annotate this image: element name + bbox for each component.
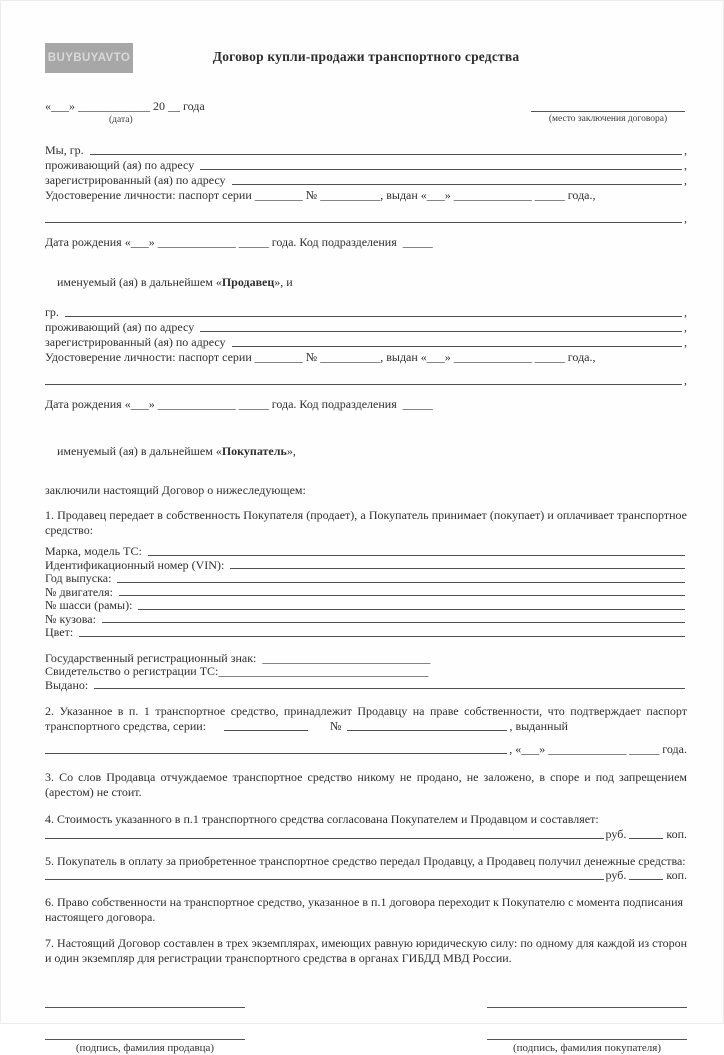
make-model-line (45, 545, 687, 559)
seller-registered-label: зарегистрированный (ая) по адресу (45, 173, 226, 187)
registration-block (45, 652, 687, 693)
blank-line (232, 346, 682, 347)
buyer-signature-line-1 (487, 1007, 687, 1008)
payment-amount-line (45, 868, 687, 883)
blank-line (94, 688, 685, 689)
caption-post: », (286, 444, 296, 458)
blank-line (230, 568, 685, 569)
signatures-section (45, 1007, 687, 1055)
trailing-comma: , (684, 320, 687, 334)
seller-caption-line (45, 260, 687, 305)
plate-line: Государственный регистрационный знак: ____________________________ (45, 650, 431, 665)
clause-4-text: 4. Стоимость указанного в п.1 транспортного средства согласована Покупателем и Продавцом и составляет: (45, 812, 599, 826)
blank-line (45, 879, 604, 880)
blank-line (224, 730, 308, 731)
seller-residing-line (45, 158, 687, 173)
pts-series-label: транспортного средства, серии: (45, 719, 206, 733)
buyer-caption-line (45, 429, 687, 474)
buyer-birthdate-line: Дата рождения «___» _____________ _____ года. Код подразделения _____ (45, 397, 433, 411)
body-number-label: № кузова: (45, 611, 96, 626)
document-title: Договор купли-продажи транспортного средства (212, 49, 520, 64)
clause-2 (45, 704, 687, 757)
document-header (45, 41, 687, 75)
blank-line (119, 595, 685, 596)
clause-6: 6. Право собственности на транспортное средство, указанное в п.1 договора переходит к Покупателю с момента подписания настоящего договора. (45, 895, 684, 924)
blank-line (629, 838, 663, 839)
seller-signature-caption: (подпись, фамилия продавца) (75, 1042, 215, 1054)
buyer-signature-line-2 (487, 1039, 687, 1040)
caption-pre: именуемый (ая) в дальнейшем « (57, 275, 222, 289)
conclusion-line: заключили настоящий Договор о нижеследующем: (45, 483, 306, 497)
engine-number-line (45, 586, 687, 600)
pts-issue-date-line (45, 742, 687, 757)
blank-line (200, 169, 682, 170)
buyer-passport-issuer-line (45, 373, 687, 388)
seller-signature-line-2 (45, 1039, 245, 1040)
place-blank-line (531, 99, 685, 112)
clause-4 (45, 812, 687, 842)
buyer-registered-line (45, 335, 687, 350)
date-blank-line: «___» ____________ 20 __ года (45, 99, 205, 113)
chassis-number-line (45, 599, 687, 613)
seller-birthdate-line: Дата рождения «___» _____________ _____ года. Код подразделения _____ (45, 235, 433, 249)
kop-label: коп. (666, 826, 687, 841)
trailing-comma: , (684, 158, 687, 172)
issued-by-line (45, 679, 687, 693)
seller-registered-line (45, 173, 687, 188)
blank-line (117, 582, 685, 583)
blank-line (65, 316, 682, 317)
seller-passport-line: Удостоверение личности: паспорт серии ________ № __________, выдан «___» _____________ _____ года., (45, 188, 596, 202)
blank-line (148, 555, 685, 556)
blank-line (90, 154, 682, 155)
buyer-name-line (45, 305, 687, 320)
blank-line (45, 384, 682, 385)
seller-name-line (45, 143, 687, 158)
place-caption: (место заключения договора) (548, 114, 668, 124)
caption-pre: именуемый (ая) в дальнейшем « (57, 444, 222, 458)
pts-issued-label: , выданный (509, 719, 568, 733)
place-area (529, 99, 687, 127)
chassis-number-label: № шасси (рамы): (45, 598, 133, 612)
clause-1: 1. Продавец передает в собственность Покупателя (продает), а Покупатель принимает (покупает) и оплачивает транспортное средство: (45, 508, 687, 537)
color-line (45, 626, 687, 640)
vin-line (45, 559, 687, 573)
make-model-label: Марка, модель ТС: (45, 544, 142, 558)
seller-block (45, 143, 687, 250)
pts-issue-date-tail: , «___» _____________ _____ года. (509, 742, 687, 756)
vehicle-fields (45, 545, 687, 640)
clause-5-text: 5. Покупатель в оплату за приобретенное транспортное средство передал Продавцу, а Продавец получил денежные средства: (45, 853, 686, 868)
year-label: Год выпуска: (45, 571, 112, 585)
clause-5 (45, 854, 687, 884)
seller-passport-issuer-line (45, 211, 687, 226)
buyer-signature-caption: (подпись, фамилия покупателя) (512, 1042, 661, 1054)
buyer-term: Покупатель (221, 444, 287, 458)
blank-line (347, 730, 507, 731)
buyer-name-label: гр. (45, 305, 59, 319)
seller-signature-line-1 (45, 1007, 245, 1008)
buyer-registered-label: зарегистрированный (ая) по адресу (45, 335, 226, 349)
logo-text: BUYBUYAVTO (47, 52, 131, 64)
pts-series-line (45, 719, 687, 734)
trailing-comma: , (684, 335, 687, 349)
seller-residing-label: проживающий (ая) по адресу (45, 158, 195, 172)
price-amount-line (45, 827, 687, 842)
clause-2-line-1: 2. Указанное в п. 1 транспортное средство, принадлежит Продавцу на праве собственности, что подтверждает паспорт (45, 704, 687, 718)
blank-line (45, 753, 507, 754)
vin-label: Идентификационный номер (VIN): (45, 557, 225, 572)
date-area (45, 99, 205, 127)
blank-line (232, 184, 682, 185)
buyer-residing-label: проживающий (ая) по адресу (45, 320, 195, 334)
seller-signature-area (45, 1007, 245, 1055)
blank-line (138, 609, 685, 610)
trailing-comma: , (684, 305, 687, 319)
engine-number-label: № двигателя: (45, 584, 113, 599)
trailing-comma: , (684, 373, 687, 387)
blank-line (45, 838, 604, 839)
blank-line (79, 636, 685, 637)
date-caption: (дата) (109, 115, 133, 125)
body-number-line (45, 613, 687, 627)
rub-label: руб. (605, 868, 627, 882)
issued-by-label: Выдано: (45, 677, 89, 692)
buybuyavto-logo (45, 43, 133, 73)
rub-label: руб. (605, 826, 627, 841)
buyer-passport-line: Удостоверение личности: паспорт серии ________ № __________, выдан «___» _____________ _____ года., (45, 350, 596, 364)
blank-line (200, 331, 682, 332)
trailing-comma: , (684, 173, 687, 187)
blank-line (629, 879, 663, 880)
date-place-row (45, 99, 687, 127)
blank-line (102, 622, 685, 623)
buyer-residing-line (45, 320, 687, 335)
seller-name-label: Мы, гр. (45, 143, 84, 157)
trailing-comma: , (684, 143, 687, 157)
kop-label: коп. (666, 868, 687, 882)
buyer-signature-area (487, 1007, 687, 1055)
seller-term: Продавец (221, 275, 275, 289)
number-sign: № (330, 719, 342, 733)
blank-line (45, 222, 682, 223)
registration-cert-line: Свидетельство о регистрации ТС:___________________________________ (45, 664, 429, 678)
clause-7: 7. Настоящий Договор составлен в трех экземплярах, имеющих равную юридическую силу: по одному для каждой из сторон и один экземпляр для регистрации транспортного средства в органах ГИБДД МВД России. (45, 936, 687, 965)
color-label: Цвет: (45, 625, 74, 639)
year-line (45, 572, 687, 586)
caption-post: », и (274, 275, 293, 289)
clause-3: 3. Со слов Продавца отчуждаемое транспортное средство никому не продано, не заложено, в споре и под запрещением (арестом) не стоит. (45, 770, 687, 799)
trailing-comma: , (684, 211, 687, 225)
buyer-block (45, 305, 687, 412)
